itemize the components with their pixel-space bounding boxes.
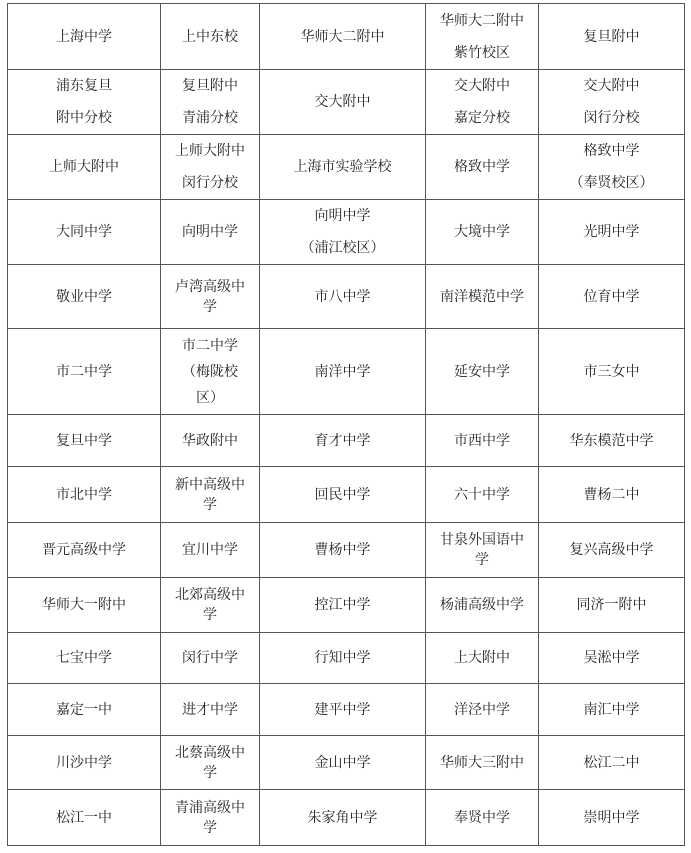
table-row bbox=[8, 265, 685, 329]
school-name-line: 市三女中 bbox=[583, 363, 640, 380]
school-cell bbox=[260, 200, 426, 265]
school-name-line: （奉贤校区） bbox=[569, 175, 654, 191]
school-name-line: 朱家角中学 bbox=[307, 809, 378, 826]
school-name-line: 学 bbox=[203, 496, 217, 513]
school-name-line: 学 bbox=[203, 607, 217, 623]
school-name-line: 嘉定分校 bbox=[454, 110, 510, 126]
school-cell bbox=[260, 70, 426, 135]
school-name-line: 川沙中学 bbox=[56, 754, 112, 771]
school-name-line: 市西中学 bbox=[454, 432, 510, 449]
school-cell bbox=[161, 578, 260, 633]
school-name-line: 延安中学 bbox=[454, 363, 510, 380]
school-cell bbox=[161, 790, 260, 846]
school-name-line: 南汇中学 bbox=[583, 701, 640, 718]
school-name-line: 格致中学 bbox=[583, 143, 640, 159]
school-name-line: 位育中学 bbox=[583, 288, 640, 305]
school-cell bbox=[161, 523, 260, 578]
school-name-line: 北蔡高级中 bbox=[175, 744, 245, 761]
school-name-line: 敬业中学 bbox=[56, 288, 112, 305]
school-cell bbox=[8, 200, 161, 265]
school-name-line: 吴淞中学 bbox=[583, 650, 640, 666]
school-cell bbox=[8, 265, 161, 329]
school-name-line: 交大附中 bbox=[314, 94, 371, 110]
school-name-line: 大同中学 bbox=[56, 224, 112, 240]
school-name-line: 向明中学 bbox=[182, 224, 238, 240]
school-cell bbox=[260, 790, 426, 846]
school-cell bbox=[539, 135, 685, 200]
school-name-line: 七宝中学 bbox=[56, 650, 112, 666]
school-cell bbox=[161, 200, 260, 265]
school-cell bbox=[8, 684, 161, 736]
school-cell bbox=[260, 633, 426, 684]
table-row bbox=[8, 790, 685, 846]
school-cell bbox=[426, 633, 539, 684]
school-cell bbox=[539, 200, 685, 265]
school-name-line: （浦江校区） bbox=[300, 240, 385, 256]
school-name-line: 浦东复旦 bbox=[56, 78, 112, 94]
school-name-line: 行知中学 bbox=[314, 650, 371, 666]
school-name-line: 交大附中 bbox=[454, 78, 510, 94]
school-name-line: 格致中学 bbox=[454, 159, 510, 175]
table-row bbox=[8, 415, 685, 467]
school-name-line: 卢湾高级中 bbox=[175, 278, 245, 295]
school-table bbox=[7, 3, 685, 846]
school-cell bbox=[8, 467, 161, 523]
school-cell bbox=[260, 4, 426, 70]
school-name-line: 市八中学 bbox=[314, 288, 371, 305]
school-name-line: 复旦中学 bbox=[56, 432, 112, 449]
school-cell bbox=[161, 415, 260, 467]
school-name-line: 育才中学 bbox=[314, 432, 371, 449]
school-name-line: 青浦分校 bbox=[182, 110, 238, 126]
school-name-line: 华东模范中学 bbox=[569, 432, 654, 449]
school-cell bbox=[8, 523, 161, 578]
school-name-line: 上师大附中 bbox=[49, 159, 119, 175]
school-name-line: 闵行分校 bbox=[182, 175, 238, 191]
table-row bbox=[8, 70, 685, 135]
school-cell bbox=[539, 467, 685, 523]
school-cell bbox=[539, 790, 685, 846]
school-name-line: 同济一附中 bbox=[576, 597, 647, 613]
school-cell bbox=[8, 736, 161, 790]
school-name-line: 奉贤中学 bbox=[454, 809, 510, 826]
school-cell bbox=[539, 578, 685, 633]
school-cell bbox=[161, 265, 260, 329]
school-name-line: 大境中学 bbox=[454, 224, 510, 240]
school-name-line: 崇明中学 bbox=[583, 809, 640, 826]
school-cell bbox=[260, 415, 426, 467]
school-name-line: 复旦附中 bbox=[583, 28, 640, 45]
school-name-line: 南洋模范中学 bbox=[440, 288, 524, 305]
school-cell bbox=[8, 415, 161, 467]
school-cell bbox=[8, 4, 161, 70]
school-name-line: 华师大一附中 bbox=[42, 597, 126, 613]
table-row bbox=[8, 135, 685, 200]
school-name-line: 交大附中 bbox=[583, 78, 640, 94]
school-cell bbox=[8, 135, 161, 200]
school-name-line: 甘泉外国语中 bbox=[440, 532, 524, 548]
table-row bbox=[8, 4, 685, 70]
school-name-line: 闵行分校 bbox=[583, 110, 640, 126]
school-cell bbox=[260, 265, 426, 329]
table-row bbox=[8, 200, 685, 265]
school-cell bbox=[8, 633, 161, 684]
school-cell bbox=[426, 415, 539, 467]
school-cell bbox=[426, 578, 539, 633]
school-name-line: 青浦高级中 bbox=[175, 799, 245, 816]
school-name-line: 嘉定一中 bbox=[56, 701, 112, 718]
school-cell bbox=[539, 265, 685, 329]
school-name-line: 杨浦高级中学 bbox=[440, 597, 524, 613]
school-cell bbox=[8, 329, 161, 415]
table-row bbox=[8, 467, 685, 523]
school-name-line: 市二中学 bbox=[182, 337, 238, 354]
school-name-line: 华师大二附中 bbox=[440, 12, 524, 29]
table-row bbox=[8, 633, 685, 684]
school-name-line: 学 bbox=[203, 819, 217, 836]
school-name-line: 紫竹校区 bbox=[454, 44, 510, 61]
school-cell bbox=[260, 578, 426, 633]
school-name-line: 松江二中 bbox=[583, 754, 640, 771]
school-name-line: 复旦附中 bbox=[182, 78, 238, 94]
school-cell bbox=[426, 70, 539, 135]
school-name-line: 曹杨中学 bbox=[314, 542, 371, 558]
table-row bbox=[8, 523, 685, 578]
school-cell bbox=[539, 70, 685, 135]
school-cell bbox=[161, 467, 260, 523]
school-name-line: 松江一中 bbox=[56, 809, 112, 826]
school-name-line: 控江中学 bbox=[314, 597, 371, 613]
school-cell bbox=[426, 135, 539, 200]
school-cell bbox=[260, 329, 426, 415]
school-cell bbox=[426, 265, 539, 329]
school-name-line: 上海中学 bbox=[56, 28, 112, 45]
school-name-line: 市二中学 bbox=[56, 363, 112, 380]
school-cell bbox=[8, 578, 161, 633]
school-name-line: 洋泾中学 bbox=[454, 701, 510, 718]
school-name-line: 华政附中 bbox=[182, 432, 238, 449]
school-name-line: 南洋中学 bbox=[314, 363, 371, 380]
school-name-line: 学 bbox=[203, 764, 217, 781]
table-row bbox=[8, 329, 685, 415]
school-cell bbox=[539, 736, 685, 790]
school-cell bbox=[539, 329, 685, 415]
school-cell bbox=[260, 523, 426, 578]
school-name-line: 向明中学 bbox=[314, 208, 371, 224]
school-name-line: 光明中学 bbox=[583, 224, 640, 240]
school-name-line: 附中分校 bbox=[56, 110, 112, 126]
school-cell bbox=[426, 200, 539, 265]
school-cell bbox=[8, 790, 161, 846]
school-name-line: 华师大二附中 bbox=[300, 28, 385, 45]
school-table-body bbox=[8, 4, 685, 846]
table-row bbox=[8, 736, 685, 790]
school-cell bbox=[161, 135, 260, 200]
school-name-line: 学 bbox=[475, 552, 489, 568]
school-name-line: 北郊高级中 bbox=[175, 587, 245, 603]
school-cell bbox=[426, 4, 539, 70]
school-cell bbox=[8, 70, 161, 135]
school-cell bbox=[161, 4, 260, 70]
school-cell bbox=[161, 736, 260, 790]
table-row bbox=[8, 684, 685, 736]
school-cell bbox=[426, 736, 539, 790]
school-cell bbox=[539, 633, 685, 684]
school-name-line: 复兴高级中学 bbox=[569, 542, 654, 558]
school-name-line: 晋元高级中学 bbox=[42, 542, 126, 558]
school-name-line: 金山中学 bbox=[314, 754, 371, 771]
school-name-line: 六十中学 bbox=[454, 486, 510, 503]
school-name-line: 上中东校 bbox=[182, 28, 238, 45]
school-cell bbox=[426, 329, 539, 415]
school-cell bbox=[539, 4, 685, 70]
school-cell bbox=[161, 329, 260, 415]
school-cell bbox=[539, 523, 685, 578]
school-name-line: 华师大三附中 bbox=[440, 754, 524, 771]
school-name-line: 回民中学 bbox=[314, 486, 371, 503]
school-name-line: 上师大附中 bbox=[175, 143, 245, 159]
school-name-line: 上大附中 bbox=[454, 650, 510, 666]
table-row bbox=[8, 578, 685, 633]
school-cell bbox=[426, 467, 539, 523]
school-name-line: 学 bbox=[203, 298, 217, 315]
school-name-line: 上海市实验学校 bbox=[293, 159, 392, 175]
school-name-line: 区） bbox=[196, 389, 224, 406]
school-name-line: 新中高级中 bbox=[175, 476, 245, 493]
school-cell bbox=[539, 415, 685, 467]
school-cell bbox=[260, 736, 426, 790]
school-name-line: （梅陇校 bbox=[182, 363, 238, 380]
school-name-line: 闵行中学 bbox=[182, 650, 238, 666]
school-cell bbox=[426, 523, 539, 578]
school-cell bbox=[161, 684, 260, 736]
school-cell bbox=[539, 684, 685, 736]
school-name-line: 宜川中学 bbox=[182, 542, 238, 558]
school-cell bbox=[426, 684, 539, 736]
school-name-line: 进才中学 bbox=[182, 701, 238, 718]
school-cell bbox=[161, 70, 260, 135]
school-cell bbox=[260, 684, 426, 736]
school-cell bbox=[426, 790, 539, 846]
school-name-line: 市北中学 bbox=[56, 486, 112, 503]
school-cell bbox=[161, 633, 260, 684]
school-name-line: 建平中学 bbox=[314, 701, 371, 718]
school-cell bbox=[260, 467, 426, 523]
school-name-line: 曹杨二中 bbox=[583, 486, 640, 503]
school-cell bbox=[260, 135, 426, 200]
